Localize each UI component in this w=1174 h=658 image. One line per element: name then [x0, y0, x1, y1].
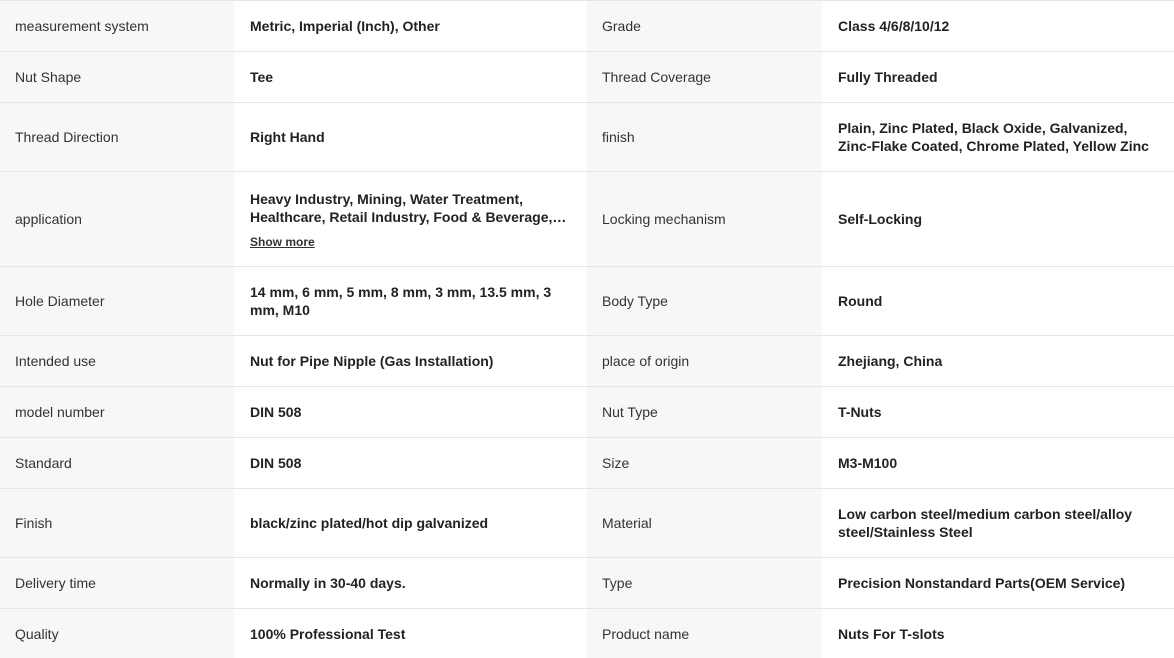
attribute-row-measurement-system: [0, 1, 1174, 52]
attribute-value: Round: [822, 267, 1174, 335]
attribute-value: Class 4/6/8/10/12: [822, 1, 1174, 51]
attribute-label: Delivery time: [0, 558, 234, 608]
attribute-label: application: [0, 172, 234, 266]
attribute-label: Hole Diameter: [0, 267, 234, 335]
attribute-label: Body Type: [587, 267, 822, 335]
attribute-label: model number: [0, 387, 234, 437]
attribute-row-nut-shape: [0, 52, 1174, 103]
attribute-label: Thread Direction: [0, 103, 234, 171]
show-more-link[interactable]: Show more: [250, 234, 315, 249]
attribute-value: T-Nuts: [822, 387, 1174, 437]
attribute-label: Product name: [587, 609, 822, 658]
attribute-row-thread-direction: [0, 103, 1174, 172]
attribute-value: 100% Professional Test: [234, 609, 587, 658]
attribute-label: Standard: [0, 438, 234, 488]
attribute-label: Grade: [587, 1, 822, 51]
attribute-row-intended-use: [0, 336, 1174, 387]
attribute-label: Quality: [0, 609, 234, 658]
attribute-value: M3-M100: [822, 438, 1174, 488]
attribute-label: Nut Shape: [0, 52, 234, 102]
attribute-row-model-number: [0, 387, 1174, 438]
attribute-value: Nuts For T-slots: [822, 609, 1174, 658]
attribute-label: Nut Type: [587, 387, 822, 437]
attribute-value: DIN 508: [234, 387, 587, 437]
attribute-row-application: [0, 172, 1174, 267]
attribute-label: finish: [587, 103, 822, 171]
attribute-label: measurement system: [0, 1, 234, 51]
attribute-value: 14 mm, 6 mm, 5 mm, 8 mm, 3 mm, 13.5 mm, 3 mm, M10: [234, 267, 587, 335]
attribute-value: Nut for Pipe Nipple (Gas Installation): [234, 336, 587, 386]
attribute-label: place of origin: [587, 336, 822, 386]
attribute-row-standard: [0, 438, 1174, 489]
attribute-value: Precision Nonstandard Parts(OEM Service): [822, 558, 1174, 608]
attribute-value: Right Hand: [234, 103, 587, 171]
attribute-label: Finish: [0, 489, 234, 557]
attribute-value: Heavy Industry, Mining, Water Treatment, Healthcare, Retail Industry, Food & Beverage, Show more: [234, 172, 587, 266]
attribute-value: Zhejiang, China: [822, 336, 1174, 386]
attribute-value: Normally in 30-40 days.: [234, 558, 587, 608]
attribute-value: Low carbon steel/medium carbon steel/alloy steel/Stainless Steel: [822, 489, 1174, 557]
attribute-value: Tee: [234, 52, 587, 102]
attribute-row-delivery-time: [0, 558, 1174, 609]
attribute-value: Plain, Zinc Plated, Black Oxide, Galvanized, Zinc-Flake Coated, Chrome Plated, Yellow Zinc: [822, 103, 1174, 171]
attribute-row-quality: [0, 609, 1174, 658]
attribute-label: Material: [587, 489, 822, 557]
attribute-label: Size: [587, 438, 822, 488]
attribute-row-finish: [0, 489, 1174, 558]
attribute-value: black/zinc plated/hot dip galvanized: [234, 489, 587, 557]
attribute-value: Fully Threaded: [822, 52, 1174, 102]
attribute-label: Thread Coverage: [587, 52, 822, 102]
attribute-label: Locking mechanism: [587, 172, 822, 266]
attribute-value: DIN 508: [234, 438, 587, 488]
attribute-label: Type: [587, 558, 822, 608]
attribute-label: Intended use: [0, 336, 234, 386]
attribute-row-hole-diameter: [0, 267, 1174, 336]
attribute-value: Self-Locking: [822, 172, 1174, 266]
attribute-value: Metric, Imperial (Inch), Other: [234, 1, 587, 51]
